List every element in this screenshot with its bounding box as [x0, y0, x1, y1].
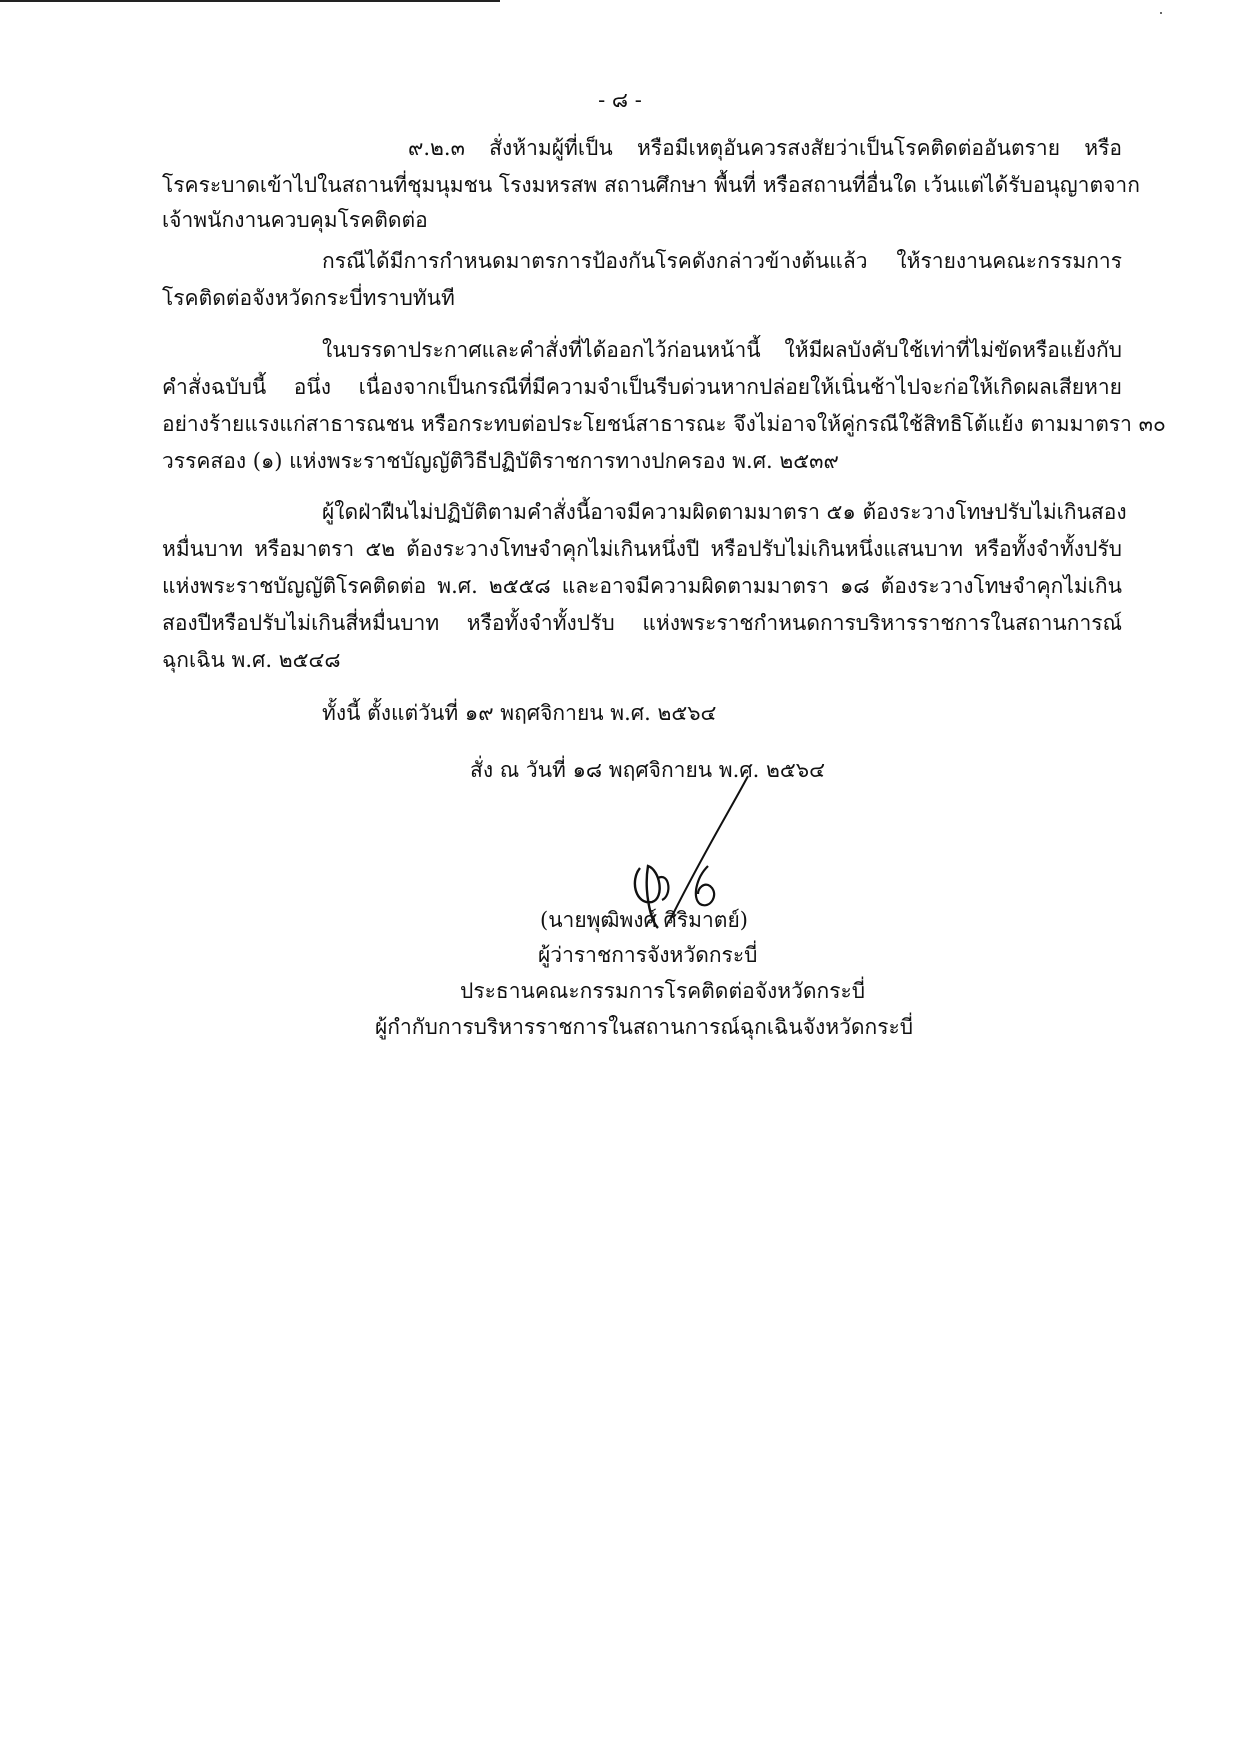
clause-line-1: ๙.๒.๓ สั่งห้ามผู้ที่เป็น หรือมีเหตุอันควรสงสัยว่าเป็นโรคติดต่ออันตราย หรือ	[408, 136, 1122, 160]
report-line-2: โรคติดต่อจังหวัดกระบี่ทราบทันที	[162, 286, 455, 310]
penalty-line-1: ผู้ใดฝ่าฝืนไม่ปฏิบัติตามคำสั่งนี้อาจมีความผิดตามมาตรา ๕๑ ต้องระวางโทษปรับไม่เกินสอง	[322, 500, 1127, 524]
signatory-name: (นายพุฒิพงศ์ ศิริมาตย์)	[540, 908, 748, 932]
page-number: - ๘ -	[598, 88, 642, 112]
penalty-line-2: หมื่นบาท หรือมาตรา ๕๒ ต้องระวางโทษจำคุกไม่เกินหนึ่งปี หรือปรับไม่เกินหนึ่งแสนบาท หรือทั้งจำทั้งปรับ	[162, 537, 1122, 561]
prior-line-2: คำสั่งฉบับนี้ อนึ่ง เนื่องจากเป็นกรณีที่มีความจำเป็นรีบด่วนหากปล่อยให้เนิ่นช้าไปจะก่อให้เกิดผลเสียหาย	[162, 375, 1122, 399]
signatory-title-committee: ประธานคณะกรรมการโรคติดต่อจังหวัดกระบี่	[460, 979, 866, 1003]
signatory-title-emergency: ผู้กำกับการบริหารราชการในสถานการณ์ฉุกเฉินจังหวัดกระบี่	[375, 1015, 914, 1039]
effective-date: ทั้งนี้ ตั้งแต่วันที่ ๑๙ พฤศจิกายน พ.ศ. ๒๕๖๔	[322, 701, 717, 725]
penalty-line-5: ฉุกเฉิน พ.ศ. ๒๕๔๘	[162, 648, 341, 672]
prior-line-3: อย่างร้ายแรงแก่สาธารณชน หรือกระทบต่อประโยชน์สาธารณะ จึงไม่อาจให้คู่กรณีใช้สิทธิโต้แย้ง ตามมาตรา ๓๐	[162, 412, 1166, 436]
clause-line-3: เจ้าพนักงานควบคุมโรคติดต่อ	[162, 208, 428, 232]
penalty-line-3: แห่งพระราชบัญญัติโรคติดต่อ พ.ศ. ๒๕๕๘ และอาจมีความผิดตามมาตรา ๑๘ ต้องระวางโทษจำคุกไม่เกิน	[162, 574, 1122, 598]
penalty-line-4: สองปีหรือปรับไม่เกินสี่หมื่นบาท หรือทั้งจำทั้งปรับ แห่งพระราชกำหนดการบริหารราชการในสถานการณ์	[162, 611, 1122, 635]
prior-line-1: ในบรรดาประกาศและคำสั่งที่ได้ออกไว้ก่อนหน้านี้ ให้มีผลบังคับใช้เท่าที่ไม่ขัดหรือแย้งกับ	[322, 338, 1122, 362]
clause-line-2: โรคระบาดเข้าไปในสถานที่ชุมนุมชน โรงมหรสพ สถานศึกษา พื้นที่ หรือสถานที่อื่นใด เว้นแต่ได้รับอนุญาตจาก	[162, 173, 1140, 197]
prior-line-4: วรรคสอง (๑) แห่งพระราชบัญญัติวิธีปฏิบัติราชการทางปกครอง พ.ศ. ๒๕๓๙	[162, 449, 839, 473]
scan-speck	[1160, 12, 1162, 14]
scan-edge-mark	[0, 0, 500, 2]
report-line-1: กรณีได้มีการกำหนดมาตรการป้องกันโรคดังกล่าวข้างต้นแล้ว ให้รายงานคณะกรรมการ	[322, 249, 1122, 273]
signatory-title-governor: ผู้ว่าราชการจังหวัดกระบี่	[538, 943, 758, 967]
order-date: สั่ง ณ วันที่ ๑๘ พฤศจิกายน พ.ศ. ๒๕๖๔	[470, 758, 825, 782]
